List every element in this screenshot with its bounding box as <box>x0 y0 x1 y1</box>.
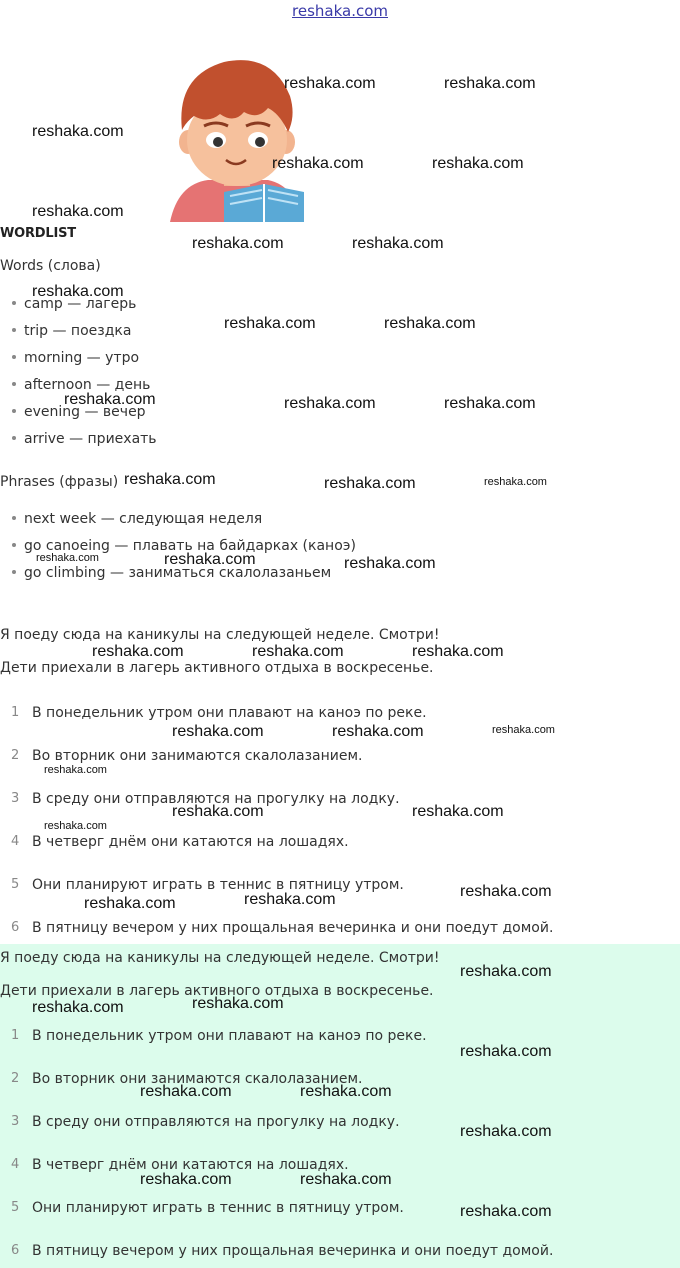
bullet-icon <box>12 382 16 386</box>
bullet-icon <box>12 436 16 440</box>
watermark-text: reshaka.com <box>32 203 124 220</box>
answer-item: Во вторник они занимаются скалолазанием. <box>32 1071 363 1087</box>
phrase-item: go climbing — заниматься скалолазаньем <box>12 565 331 581</box>
bullet-icon <box>12 570 16 574</box>
watermark-text: reshaka.com <box>284 395 376 412</box>
item-number: 6 <box>11 920 20 935</box>
translation-intro-2: Дети приехали в лагерь активного отдыха в воскресенье. <box>0 660 434 676</box>
answer-item: В четверг днём они катаются на лошадях. <box>32 1157 349 1173</box>
bullet-icon <box>12 355 16 359</box>
watermark-text: reshaka.com <box>172 803 264 820</box>
watermark-text: reshaka.com <box>412 643 504 660</box>
phrase-item: go canoeing — плавать на байдарках (каноэ) <box>12 538 356 554</box>
watermark-text: reshaka.com <box>300 1083 392 1100</box>
item-number: 3 <box>11 791 20 806</box>
bullet-icon <box>12 409 16 413</box>
bullet-icon <box>12 301 16 305</box>
item-number: 2 <box>11 1071 20 1086</box>
phrases-heading: Phrases (фразы) <box>0 474 119 490</box>
answer-intro-1: Я поеду сюда на каникулы на следующей неделе. Смотри! <box>0 950 440 966</box>
watermark-text: reshaka.com <box>140 1171 232 1188</box>
watermark-text: reshaka.com <box>192 235 284 252</box>
bullet-icon <box>12 543 16 547</box>
watermark-text: reshaka.com <box>32 999 124 1016</box>
translation-item: В понедельник утром они плавают на каноэ по реке. <box>32 705 427 721</box>
bullet-icon <box>12 516 16 520</box>
word-item: afternoon — день <box>12 377 150 393</box>
watermark-text: reshaka.com <box>44 820 107 832</box>
watermark-text: reshaka.com <box>272 155 364 172</box>
watermark-text: reshaka.com <box>224 315 316 332</box>
item-number: 5 <box>11 877 20 892</box>
watermark-text: reshaka.com <box>32 123 124 140</box>
answer-item: В понедельник утром они плавают на каноэ по реке. <box>32 1028 427 1044</box>
word-item: evening — вечер <box>12 404 146 420</box>
item-number: 2 <box>11 748 20 763</box>
watermark-text: reshaka.com <box>432 155 524 172</box>
watermark-text: reshaka.com <box>44 764 107 776</box>
watermark-text: reshaka.com <box>36 552 99 564</box>
item-number: 1 <box>11 1028 20 1043</box>
translation-item: В пятницу вечером у них прощальная вечеринка и они поедут домой. <box>32 920 554 936</box>
watermark-text: reshaka.com <box>444 395 536 412</box>
translation-item: Они планируют играть в теннис в пятницу утром. <box>32 877 404 893</box>
watermark-text: reshaka.com <box>252 643 344 660</box>
word-item: arrive — приехать <box>12 431 157 447</box>
bullet-icon <box>12 328 16 332</box>
watermark-text: reshaka.com <box>460 1123 552 1140</box>
translation-item: В четверг днём они катаются на лошадях. <box>32 834 349 850</box>
watermark-text: reshaka.com <box>444 75 536 92</box>
watermark-text: reshaka.com <box>492 724 555 736</box>
watermark-text: reshaka.com <box>172 723 264 740</box>
watermark-text: reshaka.com <box>284 75 376 92</box>
wordlist-title: WORDLIST <box>0 226 76 241</box>
watermark-text: reshaka.com <box>192 995 284 1012</box>
watermark-text: reshaka.com <box>352 235 444 252</box>
watermark-text: reshaka.com <box>460 1203 552 1220</box>
item-number: 5 <box>11 1200 20 1215</box>
watermark-text: reshaka.com <box>84 895 176 912</box>
item-number: 4 <box>11 834 20 849</box>
item-number: 4 <box>11 1157 20 1172</box>
watermark-text: reshaka.com <box>244 891 336 908</box>
phrase-item: next week — следующая неделя <box>12 511 262 527</box>
translation-item: В среду они отправляются на прогулку на лодку. <box>32 791 400 807</box>
site-link[interactable]: reshaka.com <box>292 2 388 20</box>
item-number: 1 <box>11 705 20 720</box>
watermark-text: reshaka.com <box>32 283 124 300</box>
watermark-text: reshaka.com <box>124 471 216 488</box>
translation-item: Во вторник они занимаются скалолазанием. <box>32 748 363 764</box>
answer-item: В пятницу вечером у них прощальная вечеринка и они поедут домой. <box>32 1243 554 1259</box>
watermark-text: reshaka.com <box>384 315 476 332</box>
watermark-text: reshaka.com <box>344 555 436 572</box>
word-item: trip — поездка <box>12 323 131 339</box>
translation-intro-1: Я поеду сюда на каникулы на следующей неделе. Смотри! <box>0 627 440 643</box>
watermark-text: reshaka.com <box>484 476 547 488</box>
word-item: morning — утро <box>12 350 139 366</box>
item-number: 3 <box>11 1114 20 1129</box>
watermark-text: reshaka.com <box>460 1043 552 1060</box>
answer-item: В среду они отправляются на прогулку на лодку. <box>32 1114 400 1130</box>
answer-intro-2: Дети приехали в лагерь активного отдыха в воскресенье. <box>0 983 434 999</box>
watermark-text: reshaka.com <box>324 475 416 492</box>
watermark-text: reshaka.com <box>64 391 156 408</box>
watermark-text: reshaka.com <box>140 1083 232 1100</box>
watermark-text: reshaka.com <box>332 723 424 740</box>
answer-item: Они планируют играть в теннис в пятницу утром. <box>32 1200 404 1216</box>
watermark-text: reshaka.com <box>412 803 504 820</box>
watermark-text: reshaka.com <box>460 883 552 900</box>
watermark-text: reshaka.com <box>164 551 256 568</box>
watermark-text: reshaka.com <box>460 963 552 980</box>
item-number: 6 <box>11 1243 20 1258</box>
word-item: camp — лагерь <box>12 296 136 312</box>
words-heading: Words (слова) <box>0 258 101 274</box>
watermark-text: reshaka.com <box>300 1171 392 1188</box>
watermark-text: reshaka.com <box>92 643 184 660</box>
